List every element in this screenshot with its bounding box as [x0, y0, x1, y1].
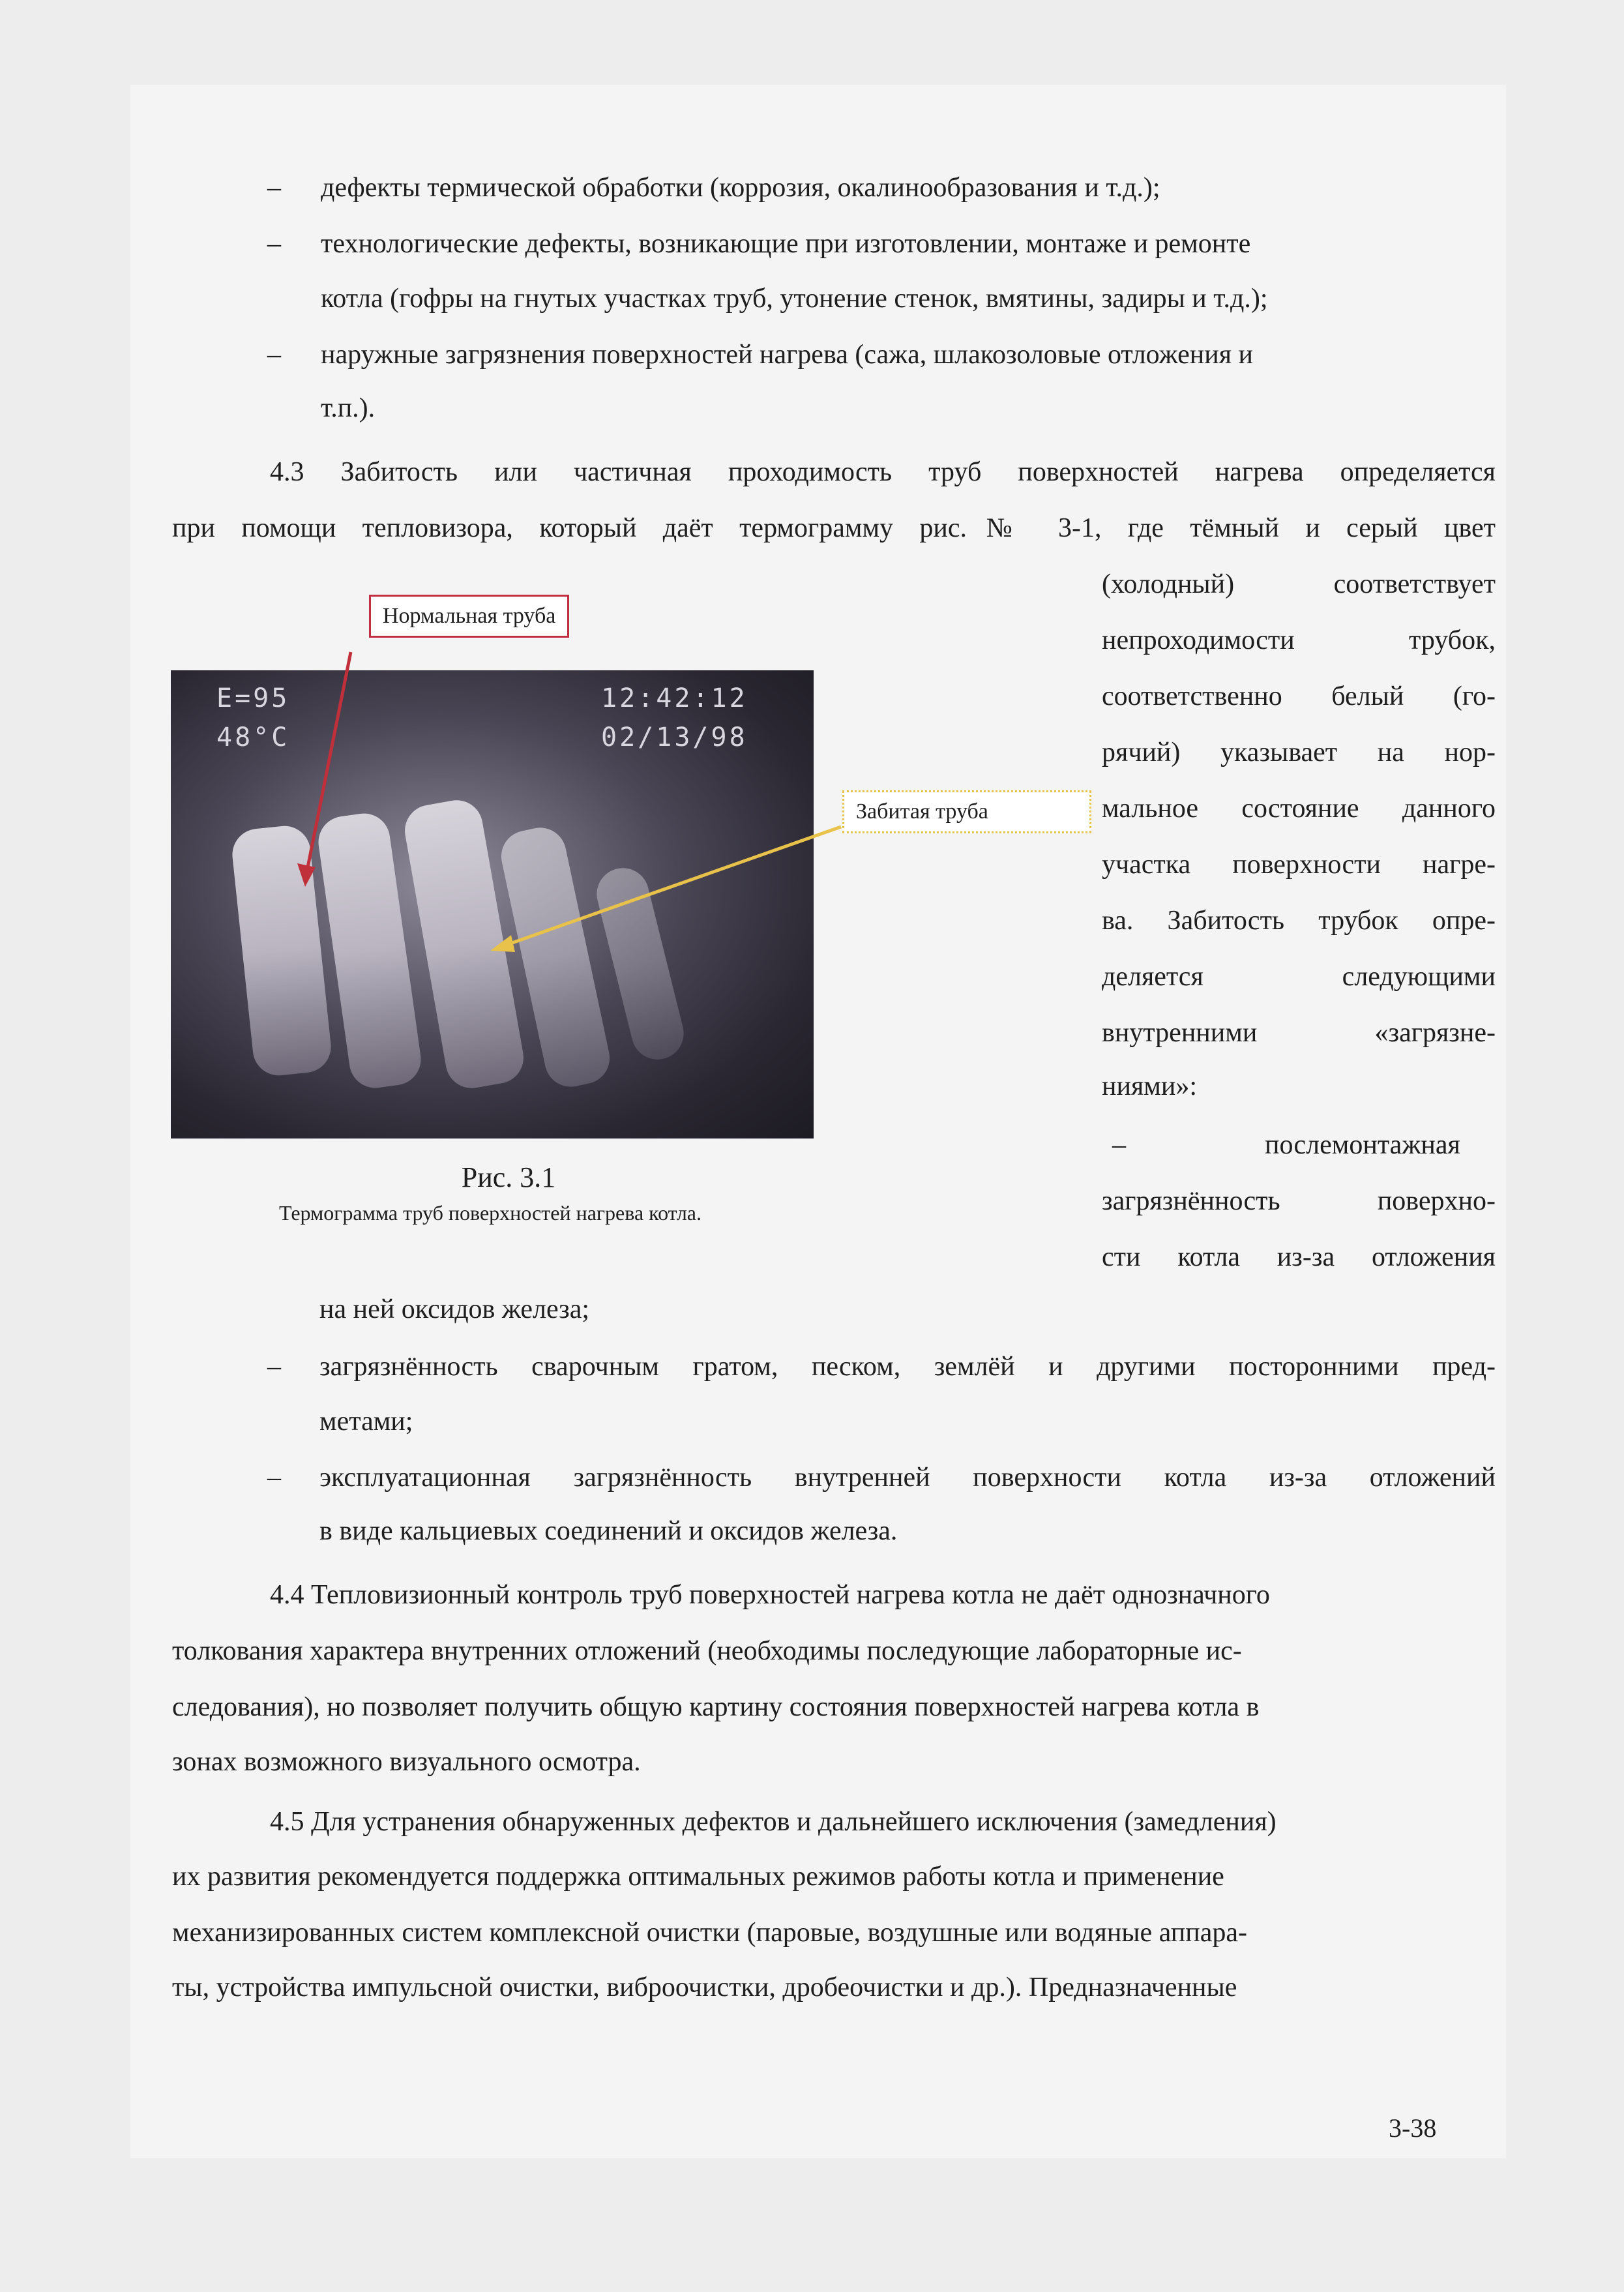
red-arrow-line [305, 652, 351, 880]
list-item-continuation: котла (гофры на гнутых участках труб, утонение стенок, вмятины, задиры и т.д.); [321, 284, 1268, 314]
osd-text: 02/13/98 [601, 722, 748, 752]
list-item: загрязнённость сварочным гратом, песком, землёй и другими посторонними пред- [319, 1352, 1496, 1382]
osd-text: 48°C [216, 722, 290, 752]
list-item-continuation: метами; [319, 1406, 413, 1436]
osd-text: E=95 [216, 683, 290, 713]
column-line: послемонтажная [1265, 1130, 1460, 1160]
list-dash: – [1112, 1130, 1126, 1160]
osd-text: 12:42:12 [601, 683, 748, 713]
paragraph-line: зонах возможного визуального осмотра. [172, 1747, 641, 1777]
label-normal-pipe: Нормальная труба [369, 595, 569, 638]
label-clogged-pipe: Забитая труба [842, 790, 1091, 833]
list-item: наружные загрязнения поверхностей нагрева (сажа, шлакозоловые отложения и [321, 340, 1253, 370]
page-number: 3-38 [1389, 2113, 1437, 2143]
column-line: рячий) указывает на нор- [1102, 737, 1496, 767]
list-item-continuation: т.п.). [321, 393, 376, 423]
column-line: деляется следующими [1102, 962, 1496, 992]
list-dash: – [267, 340, 281, 370]
red-arrowhead [297, 863, 316, 887]
yellow-arrowhead [490, 935, 515, 952]
figure-caption: Термограмма труб поверхностей нагрева котла. [278, 1201, 701, 1225]
paragraph-line: ты, устройства импульсной очистки, виброочистки, дробеочистки и др.). Предназначенные [172, 1972, 1237, 2002]
list-item-continuation: на ней оксидов железа; [319, 1294, 590, 1324]
column-line: сти котла из-за отложения [1102, 1242, 1496, 1272]
list-item: дефекты термической обработки (коррозия, окалинообразования и т.д.); [321, 173, 1160, 203]
list-dash: – [267, 173, 281, 203]
paragraph-line: 4.5 Для устранения обнаруженных дефектов и дальнейшего исключения (замедления) [270, 1807, 1277, 1837]
list-dash: – [267, 229, 281, 259]
list-dash: – [267, 1463, 281, 1493]
paragraph-line: толкования характера внутренних отложений (необходимы последующие лабораторные ис- [172, 1636, 1242, 1666]
figure-title: Рис. 3.1 [461, 1161, 556, 1193]
list-dash: – [267, 1352, 281, 1382]
column-line: ниями»: [1102, 1071, 1197, 1101]
list-item: эксплуатационная загрязнённость внутренней поверхности котла из-за отложений [319, 1463, 1496, 1493]
paragraph-line: механизированных систем комплексной очистки (паровые, воздушные или водяные аппара- [172, 1918, 1247, 1948]
list-item-continuation: в виде кальциевых соединений и оксидов железа. [319, 1516, 898, 1546]
list-item: технологические дефекты, возникающие при изготовлении, монтаже и ремонте [321, 229, 1251, 259]
column-line: непроходимости трубок, [1102, 625, 1496, 655]
paragraph-line: следования), но позволяет получить общую картину состояния поверхностей нагрева котла в [172, 1692, 1260, 1722]
paragraph-line: 4.3 Забитость или частичная проходимость труб поверхностей нагрева определяется [270, 457, 1496, 487]
column-line: мальное состояние данного [1102, 794, 1496, 824]
column-line: загрязнённость поверхно- [1102, 1186, 1496, 1216]
paragraph-line: 4.4 Тепловизионный контроль труб поверхностей нагрева котла не даёт однозначного [270, 1580, 1270, 1610]
yellow-arrow-line [495, 827, 841, 949]
paragraph-line: их развития рекомендуется поддержка оптимальных режимов работы котла и применение [172, 1862, 1224, 1892]
column-line: участка поверхности нагре- [1102, 850, 1496, 880]
column-line: ва. Забитость трубок опре- [1102, 906, 1496, 936]
column-line: внутренними «загрязне- [1102, 1018, 1496, 1048]
column-line: соответственно белый (го- [1102, 681, 1496, 711]
paragraph-line: при помощи тепловизора, который даёт термограмму рис.№ 3-1, где тёмный и серый цвет [172, 513, 1496, 543]
column-line: (холодный) соответствует [1102, 569, 1496, 599]
